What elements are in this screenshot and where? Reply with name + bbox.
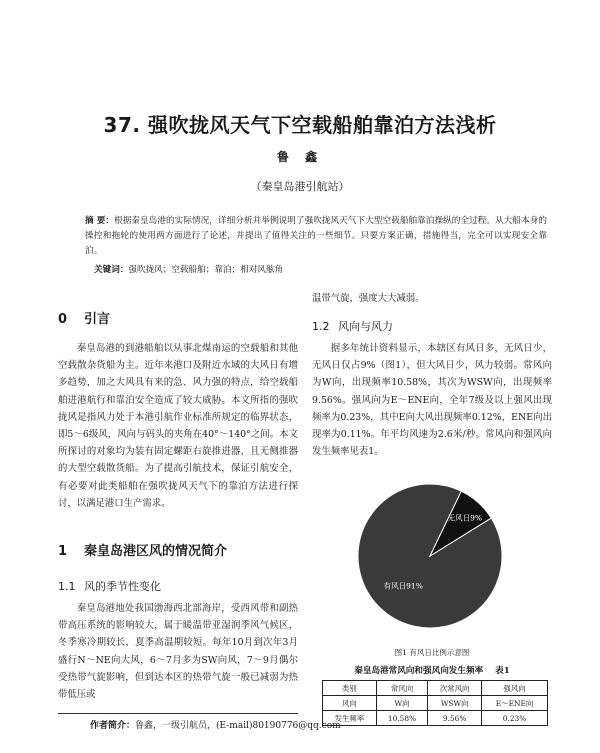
section-number: 1.2 — [312, 320, 330, 333]
intro-paragraph: 秦皇岛港的到港船舶以从事北煤南运的空载船和其他空载散杂货船为主。近年来港口及附近水域的大风日有增多趋势，加之大风具有来的急、风力强的特点，给空载船舶进港航行和靠泊安全造成了较大威胁。本文所指的强吹拢风是指风力处于本港引航作业标准所规定的临界状态，即5～6级风，风向与码头的夹角在40°～140°之间。本文所探讨的对象均为装有固定螺距右旋推进器，且无侧推器的大型空载散货船。为了提高引航技术，保证引航安全，有必要对此类船舶在强吹拢风天气下的靠泊方法进行探讨，以满足港口生产需求。 — [58, 343, 298, 509]
abstract — [85, 214, 547, 259]
author-footnote — [90, 718, 341, 731]
table-caption-text: 秦皇岛港常风向和强风向发生频率 — [354, 666, 484, 676]
keywords-text: 强吹拢风；空载船舶；靠泊；相对风舷角 — [128, 265, 284, 275]
season-paragraph-continued: 温带气旋，强度大大减弱。 — [312, 293, 425, 304]
table-header-cell: 类别 — [323, 681, 377, 696]
pie-chart — [355, 481, 505, 631]
footnote-label: 作者简介： — [90, 721, 136, 731]
section-title: 引言 — [84, 312, 111, 327]
keywords — [94, 263, 546, 275]
section-1-heading — [58, 540, 298, 559]
footnote-text: 鲁鑫，一级引航员，(E-mail)80190776@qq.com — [135, 721, 341, 731]
figure-caption: 图1 有风日比例示意图 — [394, 648, 470, 657]
table-header-cell: 次常风向 — [428, 681, 482, 696]
table-cell: W向 — [376, 696, 428, 711]
table-row — [323, 696, 548, 711]
author-name: 鲁 鑫 — [276, 150, 324, 164]
table-header-row — [323, 681, 548, 696]
section-number: 1 — [58, 544, 68, 559]
table-cell: 风向 — [323, 696, 377, 711]
table-cell: E～ENE向 — [482, 696, 548, 711]
author-affiliation: （秦皇岛港引航站） — [250, 180, 350, 193]
table-cell: 10.58% — [376, 711, 428, 726]
section-1-2-heading — [312, 318, 552, 334]
section-0-heading — [58, 308, 298, 327]
section-title: 风向与风力 — [338, 320, 393, 333]
table-cell: 0.23% — [482, 711, 548, 726]
frequency-table — [322, 680, 548, 726]
section-number: 1.1 — [58, 580, 76, 593]
section-title: 风的季节性变化 — [84, 580, 161, 593]
table-header-cell: 常风向 — [376, 681, 428, 696]
wind-paragraph: 据多年统计资料显示，本辖区有风日多，无风日少，无风日仅占9%（图1），但大风日少，风力较弱。常风向为W向，出现频率10.58%，其次为WSW向，出现频率9.56%。强风向为E～ENE向，全年7级及以上强风出现频率为0.23%，其中E向大风出现频率0.12%，ENE向出现率为0.11%。年平均风速为2.6米/秒。常风向和强风向发生频率见表1。 — [312, 343, 552, 458]
table-header-cell: 强风向 — [482, 681, 548, 696]
section-title: 秦皇岛港区风的情况简介 — [84, 544, 228, 559]
season-paragraph: 秦皇岛港地处我国渤海西北部海岸，受西风带和副热带高压系统的影响较大，属于暖温带亚湿润季风气候区，冬季寒冷期较长，夏季高温期较短。每年10月到次年3月盛行N～NE向大风，6～7月多为SW向风，7～9月偶尔受热带气旋影响，但到达本区的热带气旋一般已减弱为热带低压或 — [58, 603, 298, 701]
section-1-1-heading — [58, 578, 298, 594]
table-caption — [312, 664, 552, 676]
abstract-text: 根据秦皇岛港的实际情况，详细分析并举例说明了强吹拢风天气下大型空载船舶靠泊操纵的全过程。从大船本身的操控和拖轮的使用两方面进行了论述，并提出了值得关注的一些细节。只要方案正确，措施得当，完全可以实现安全靠泊。 — [85, 216, 547, 256]
table-cell: 9.56% — [428, 711, 482, 726]
table-cell: WSW向 — [428, 696, 482, 711]
keywords-label: 关键词： — [94, 265, 129, 275]
pie-slice-label: 无风日9% — [447, 513, 482, 523]
pie-slice-label: 有风日91% — [383, 581, 423, 591]
table-cell: 发生频率 — [323, 711, 377, 726]
table-row — [323, 711, 548, 726]
pie-chart-svg — [355, 481, 505, 631]
abstract-label: 摘 要： — [85, 216, 115, 226]
table-number: 表1 — [495, 666, 510, 676]
footnote-rule — [58, 713, 298, 714]
section-number: 0 — [58, 312, 68, 327]
paper-title: 37. 强吹拢风天气下空载船舶靠泊方法浅析 — [103, 113, 497, 137]
